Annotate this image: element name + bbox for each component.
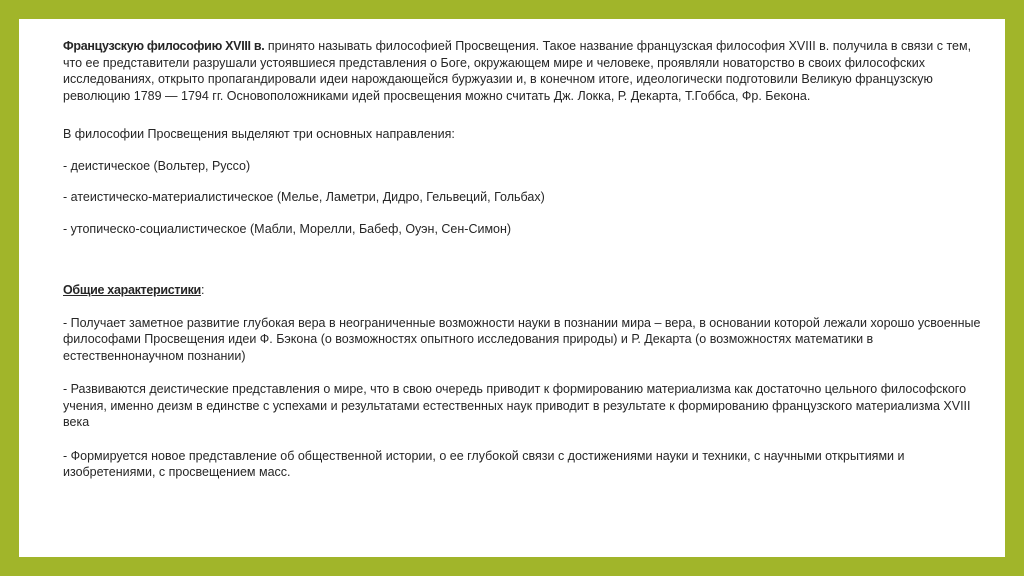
slide <box>19 19 1005 557</box>
direction-item-deism: - деистическое (Вольтер, Руссо) <box>63 158 251 173</box>
characteristic-item-history: - Формируется новое представление об общественной истории, о ее глубокой связи с достижениями науки и техники, с научными открытиями и изобретениями, с просвещением масс. <box>63 448 905 479</box>
intro-text: принято называть философией Просвещения. Такое название французская философия XVIII в. получила в связи с тем, что ее представители разрушали устоявшиеся представления о Боге, окружающем мире и человеке, проявляли новаторство в своих философских исследованиях, открыто пропагандировали идеи нарождающейся буржуазии и, в конечном итоге, идеологически подготовили Великую французскую революцию 1789 — 1794 гг. Основоположниками идей просвещения можно считать Дж. Локка, Р. Декарта, Т.Гоббса, Фр. Бекона. <box>63 39 972 103</box>
intro-paragraph <box>63 38 993 104</box>
characteristics-heading-colon: : <box>200 283 205 297</box>
slide-content <box>63 38 993 498</box>
direction-item-atheism: - атеистическо-материалистическое (Мелье, Ламетри, Дидро, Гельвеций, Гольбах) <box>63 190 545 204</box>
directions-intro: В философии Просвещения выделяют три основных направления: <box>63 127 455 141</box>
characteristics-heading-text: Общие характеристики <box>63 283 201 297</box>
characteristic-item-deism: - Развиваются деистические представления о мире, что в свою очередь приводит к формированию материализма как достаточно цельного философского учения, именно деизм в единстве с успехами и результатами естественных наук приводит в результате к формированию французского материализма XVIII века <box>63 382 971 429</box>
direction-item-utopian: - утопическо-социалистическое (Мабли, Морелли, Бабеф, Оуэн, Сен-Симон) <box>63 221 512 236</box>
characteristics-heading <box>63 282 993 299</box>
intro-bold-lead: Французскую философию XVIII в. <box>63 39 265 53</box>
characteristic-item-science: - Получает заметное развитие глубокая вера в неограниченные возможности науки в познании мира – вера, в основании которой лежали хорошо усвоенные философами Просвещения идеи Ф. Бэкона (о возможностях опытного исследования природы) и Р. Декарта (о возможностях математики в естественнонаучном познании) <box>63 315 981 363</box>
